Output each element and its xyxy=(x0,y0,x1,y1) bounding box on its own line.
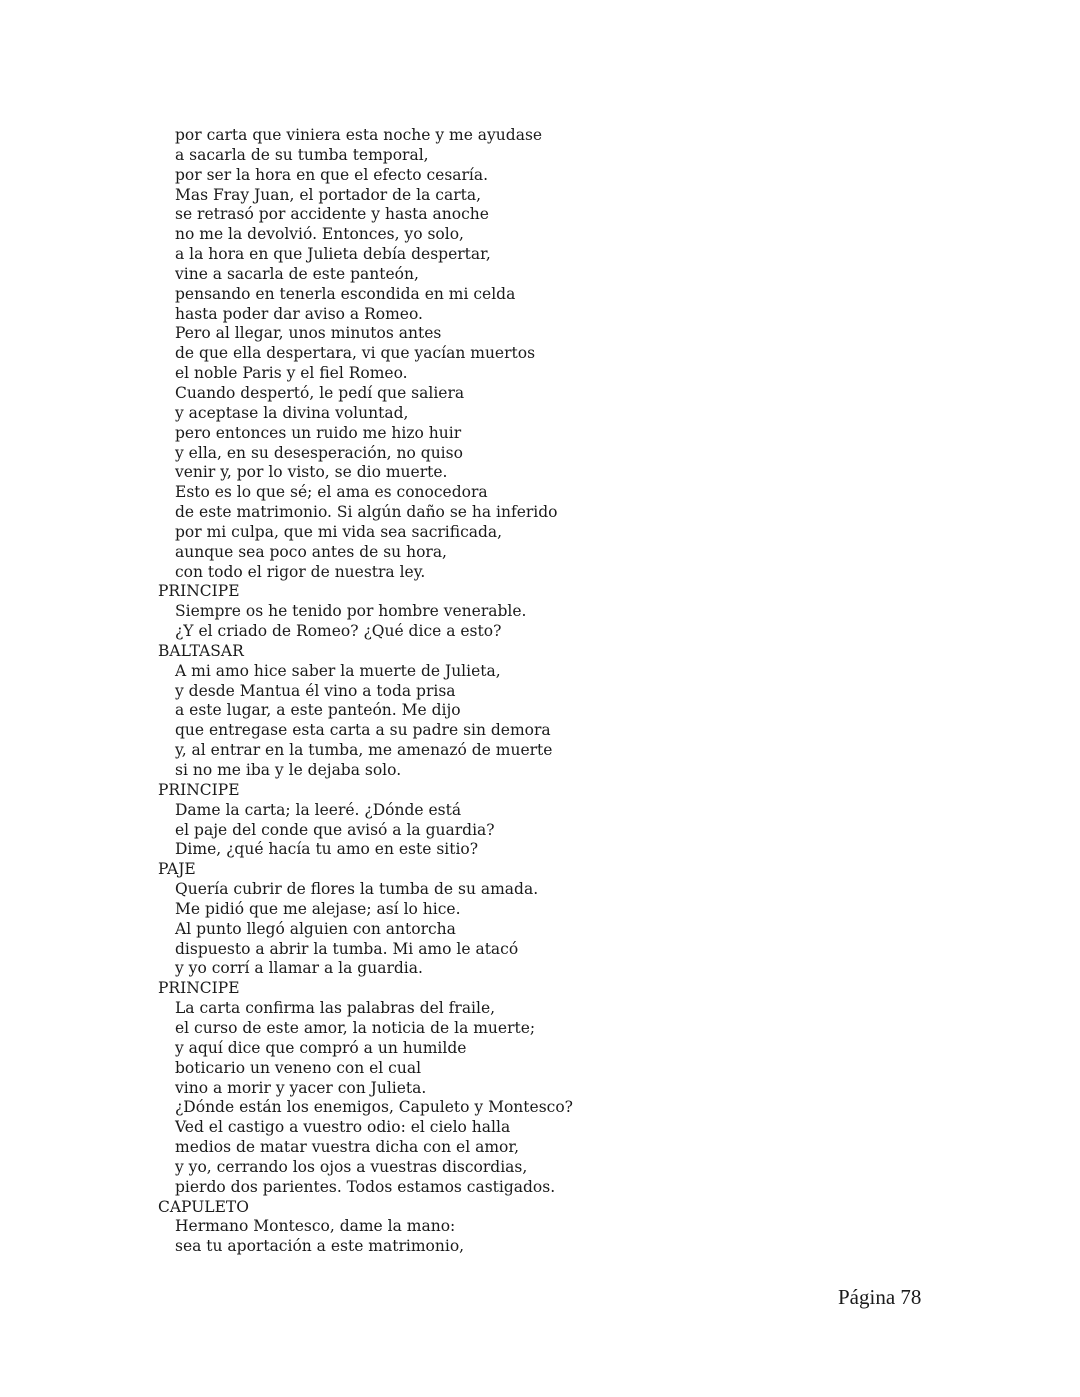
verse-line: con todo el rigor de nuestra ley. xyxy=(175,562,426,581)
verse-line: Me pidió que me alejase; así lo hice. xyxy=(175,899,461,918)
verse-line: y yo corrí a llamar a la guardia. xyxy=(175,959,423,978)
verse-line: por carta que viniera esta noche y me ayudase xyxy=(175,126,543,144)
verse-line: Ved el castigo a vuestro odio: el cielo halla xyxy=(175,1118,511,1137)
verse-line: Dime, ¿qué hacía tu amo en este sitio? xyxy=(175,840,479,859)
verse-line: el noble Paris y el fiel Romeo. xyxy=(175,364,408,383)
verse-line: Esto es lo que sé; el ama es conocedora xyxy=(175,483,488,502)
verse-line: el paje del conde que avisó a la guardia? xyxy=(175,820,495,839)
verse-line: por mi culpa, que mi vida sea sacrificada, xyxy=(175,522,503,541)
verse-line: boticario un veneno con el cual xyxy=(175,1058,422,1077)
verse-line: dispuesto a abrir la tumba. Mi amo le atacó xyxy=(175,939,519,958)
verse-line: ¿Y el criado de Romeo? ¿Qué dice a esto? xyxy=(175,622,502,641)
verse-line: sea tu aportación a este matrimonio, xyxy=(175,1237,465,1256)
verse-line: a sacarla de su tumba temporal, xyxy=(175,145,429,164)
verse-line: A mi amo hice saber la muerte de Julieta, xyxy=(175,661,501,680)
verse-line: y aquí dice que compró a un humilde xyxy=(175,1038,467,1057)
verse-line: se retrasó por accidente y hasta anoche xyxy=(175,205,489,224)
verse-line: Hermano Montesco, dame la mano: xyxy=(175,1217,456,1236)
speaker-name: CAPULETO xyxy=(158,1197,249,1216)
speaker-name: PRINCIPE xyxy=(158,582,240,601)
verse-line: medios de matar vuestra dicha con el amor, xyxy=(175,1138,519,1157)
verse-line: el curso de este amor, la noticia de la muerte; xyxy=(175,1018,536,1037)
verse-line: de que ella despertara, vi que yacían muertos xyxy=(175,344,536,363)
verse-line: vino a morir y yacer con Julieta. xyxy=(175,1078,427,1097)
verse-line: hasta poder dar aviso a Romeo. xyxy=(175,304,423,323)
verse-line: y yo, cerrando los ojos a vuestras discordias, xyxy=(175,1157,528,1176)
verse-line: a la hora en que Julieta debía despertar, xyxy=(175,245,491,264)
speaker-name: PAJE xyxy=(158,860,196,879)
play-script-text xyxy=(158,126,878,1257)
verse-line: y desde Mantua él vino a toda prisa xyxy=(175,681,456,700)
verse-line: venir y, por lo visto, se dio muerte. xyxy=(175,463,448,482)
verse-line: pierdo dos parientes. Todos estamos castigados. xyxy=(175,1177,556,1196)
verse-line: no me la devolvió. Entonces, yo solo, xyxy=(175,225,464,244)
verse-line: Quería cubrir de flores la tumba de su amada. xyxy=(175,880,539,899)
page-number: Página 78 xyxy=(838,1285,922,1309)
speaker-name: BALTASAR xyxy=(158,641,244,660)
verse-line: Siempre os he tenido por hombre venerable. xyxy=(175,602,527,621)
verse-line: Al punto llegó alguien con antorcha xyxy=(175,919,456,938)
speaker-name: PRINCIPE xyxy=(158,780,240,799)
verse-line: y aceptase la divina voluntad, xyxy=(175,403,409,422)
speaker-name: PRINCIPE xyxy=(158,979,240,998)
verse-line: Dame la carta; la leeré. ¿Dónde está xyxy=(175,800,462,819)
verse-line: por ser la hora en que el efecto cesaría. xyxy=(175,165,489,184)
verse-line: Mas Fray Juan, el portador de la carta, xyxy=(175,185,482,204)
verse-line: y ella, en su desesperación, no quiso xyxy=(175,443,463,462)
verse-line: pero entonces un ruido me hizo huir xyxy=(175,423,462,442)
verse-line: ¿Dónde están los enemigos, Capuleto y Montesco? xyxy=(175,1098,573,1117)
verse-line: pensando en tenerla escondida en mi celda xyxy=(175,284,516,303)
verse-line: vine a sacarla de este panteón, xyxy=(175,264,419,283)
verse-line: de este matrimonio. Si algún daño se ha inferido xyxy=(175,503,558,522)
verse-line: La carta confirma las palabras del fraile, xyxy=(175,999,496,1018)
verse-line: Pero al llegar, unos minutos antes xyxy=(175,324,442,343)
verse-line: a este lugar, a este panteón. Me dijo xyxy=(175,701,461,720)
verse-line: Cuando despertó, le pedí que saliera xyxy=(175,383,465,402)
verse-line: y, al entrar en la tumba, me amenazó de muerte xyxy=(175,741,553,760)
verse-line: si no me iba y le dejaba solo. xyxy=(175,761,402,779)
verse-line: que entregase esta carta a su padre sin demora xyxy=(175,721,551,740)
verse-line: aunque sea poco antes de su hora, xyxy=(175,542,447,561)
